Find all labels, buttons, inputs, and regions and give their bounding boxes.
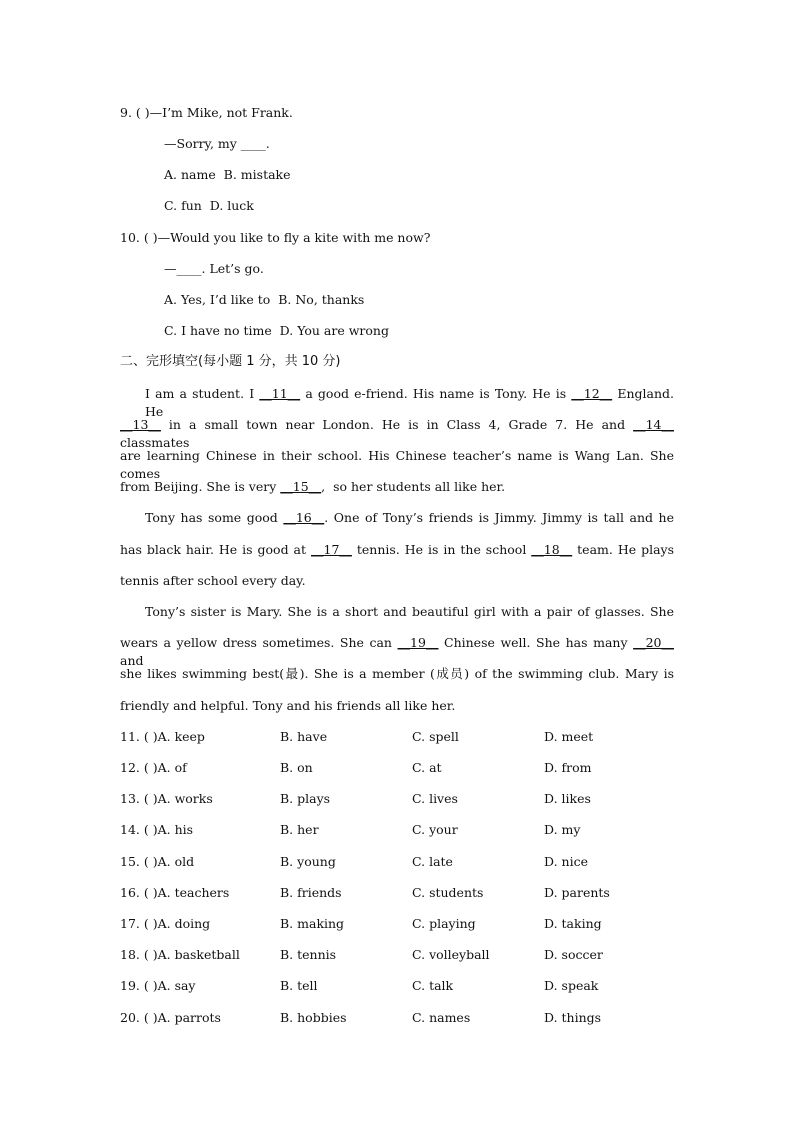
passage-p2-line2 (120, 541, 674, 559)
option-a: A. parrots (157, 1010, 221, 1025)
blank-11: __11__ (259, 386, 301, 401)
option-row (120, 915, 680, 933)
question-9-dialog: —Sorry, my ____. (164, 136, 270, 151)
question-number-and-option-a (120, 821, 193, 839)
option-row (120, 821, 680, 839)
question-number-and-option-a (120, 790, 213, 808)
option-d: D. speak (544, 978, 599, 993)
passage-text: Tony has some good (145, 510, 284, 525)
question-number: 16. ( ) (120, 885, 158, 900)
passage-p3-line3: she likes swimming best(最). She is a member (成员) of the swimming club. Mary is (120, 666, 674, 681)
question-10-options-cd: C. I have no time D. You are wrong (164, 323, 389, 338)
option-b: B. her (280, 822, 319, 837)
option-c: C. lives (412, 791, 458, 806)
option-d: D. from (544, 760, 592, 775)
option-row (120, 946, 680, 964)
question-number: 20. ( ) (120, 1010, 158, 1025)
option-c: C. volleyball (412, 947, 490, 962)
question-10-stem: 10. ( )—Would you like to fly a kite with me now? (120, 230, 431, 245)
passage-text: wears a yellow dress sometimes. She can (120, 635, 398, 650)
option-b: B. have (280, 729, 328, 744)
question-number: 17. ( ) (120, 916, 158, 931)
option-a: A. basketball (157, 947, 240, 962)
question-number: 13. ( ) (120, 791, 158, 806)
option-d: D. likes (544, 791, 591, 806)
question-number: 12. ( ) (120, 760, 158, 775)
blank-14: __14__ (633, 417, 674, 432)
option-d: D. things (544, 1010, 602, 1025)
option-a: A. his (157, 822, 194, 837)
blank-18: __18__ (531, 542, 573, 557)
passage-text: in a small town near London. He is in Class 4, Grade 7. He and (160, 417, 634, 432)
question-number-and-option-a (120, 884, 229, 902)
option-d: D. nice (544, 854, 588, 869)
option-row (120, 977, 680, 995)
option-a: A. teachers (157, 885, 230, 900)
blank-12: __12__ (571, 386, 613, 401)
option-b: B. tennis (280, 947, 337, 962)
option-b: B. on (280, 760, 313, 775)
option-c: C. late (412, 854, 453, 869)
passage-text: . One of Tony’s friends is Jimmy. Jimmy is tall and he (324, 510, 674, 525)
passage-text: from Beijing. She is very (120, 479, 281, 494)
option-a: A. old (157, 854, 195, 869)
option-d: D. parents (544, 885, 610, 900)
question-9-stem: 9. ( )—I’m Mike, not Frank. (120, 105, 293, 120)
option-row (120, 853, 680, 871)
section-heading: 二、完形填空(每小题 1 分，共 10 分) (120, 354, 341, 369)
option-d: D. soccer (544, 947, 603, 962)
passage-text: , so her students all like her. (321, 479, 506, 494)
question-number-and-option-a (120, 759, 187, 777)
question-number: 15. ( ) (120, 854, 158, 869)
passage-text: and (120, 653, 144, 668)
option-b: B. tell (280, 978, 318, 993)
passage-p1-line3: are learning Chinese in their school. His Chinese teacher’s name is Wang Lan. She comes (120, 448, 674, 481)
option-d: D. meet (544, 729, 594, 744)
question-number-and-option-a (120, 946, 240, 964)
option-a: A. of (157, 760, 187, 775)
question-number-and-option-a (120, 977, 196, 995)
question-9-options-cd: C. fun D. luck (164, 198, 254, 213)
blank-15: __15__ (280, 479, 322, 494)
passage-p2-line1 (145, 509, 674, 527)
passage-text: tennis. He is in the school (351, 542, 532, 557)
question-number: 14. ( ) (120, 822, 158, 837)
question-number: 11. ( ) (120, 729, 158, 744)
passage-text: I am a student. I (145, 386, 260, 401)
option-c: C. at (412, 760, 442, 775)
option-b: B. friends (280, 885, 342, 900)
passage-text: a good e-friend. His name is Tony. He is (300, 386, 572, 401)
blank-13: __13__ (120, 417, 161, 432)
passage-p1-line4 (120, 478, 505, 496)
question-number-and-option-a (120, 728, 205, 746)
passage-p3-line1: Tony’s sister is Mary. She is a short and beautiful girl with a pair of glasses. She (145, 604, 674, 619)
option-b: B. hobbies (280, 1010, 347, 1025)
question-number-and-option-a (120, 1009, 221, 1027)
option-row (120, 884, 680, 902)
option-c: C. talk (412, 978, 454, 993)
question-number-and-option-a (120, 853, 194, 871)
passage-p3-line4: friendly and helpful. Tony and his friends all like her. (120, 698, 456, 713)
option-a: A. doing (157, 916, 211, 931)
passage-text: England. He (145, 386, 674, 419)
option-row (120, 1009, 680, 1027)
option-d: D. taking (544, 916, 602, 931)
option-b: B. young (280, 854, 336, 869)
option-row (120, 728, 680, 746)
option-a: A. say (157, 978, 196, 993)
option-d: D. my (544, 822, 581, 837)
blank-17: __17__ (311, 542, 352, 557)
option-a: A. works (157, 791, 213, 806)
option-row (120, 790, 680, 808)
option-c: C. your (412, 822, 458, 837)
option-b: B. plays (280, 791, 331, 806)
question-number-and-option-a (120, 915, 210, 933)
option-row (120, 759, 680, 777)
passage-p2-line3: tennis after school every day. (120, 573, 306, 588)
option-b: B. making (280, 916, 345, 931)
question-10-options-ab: A. Yes, I’d like to B. No, thanks (164, 292, 365, 307)
passage-text: team. He plays (572, 542, 675, 557)
blank-20: __20__ (633, 635, 674, 650)
option-c: C. students (412, 885, 484, 900)
question-number: 19. ( ) (120, 978, 158, 993)
option-c: C. spell (412, 729, 459, 744)
option-c: C. names (412, 1010, 471, 1025)
question-10-dialog: —____. Let’s go. (164, 261, 264, 276)
passage-text: has black hair. He is good at (120, 542, 311, 557)
option-c: C. playing (412, 916, 476, 931)
passage-text: Chinese well. She has many (438, 635, 634, 650)
blank-16: __16__ (283, 510, 325, 525)
option-a: A. keep (157, 729, 205, 744)
question-9-options-ab: A. name B. mistake (164, 167, 291, 182)
question-number: 18. ( ) (120, 947, 158, 962)
blank-19: __19__ (397, 635, 439, 650)
passage-text: classmates (120, 435, 190, 450)
